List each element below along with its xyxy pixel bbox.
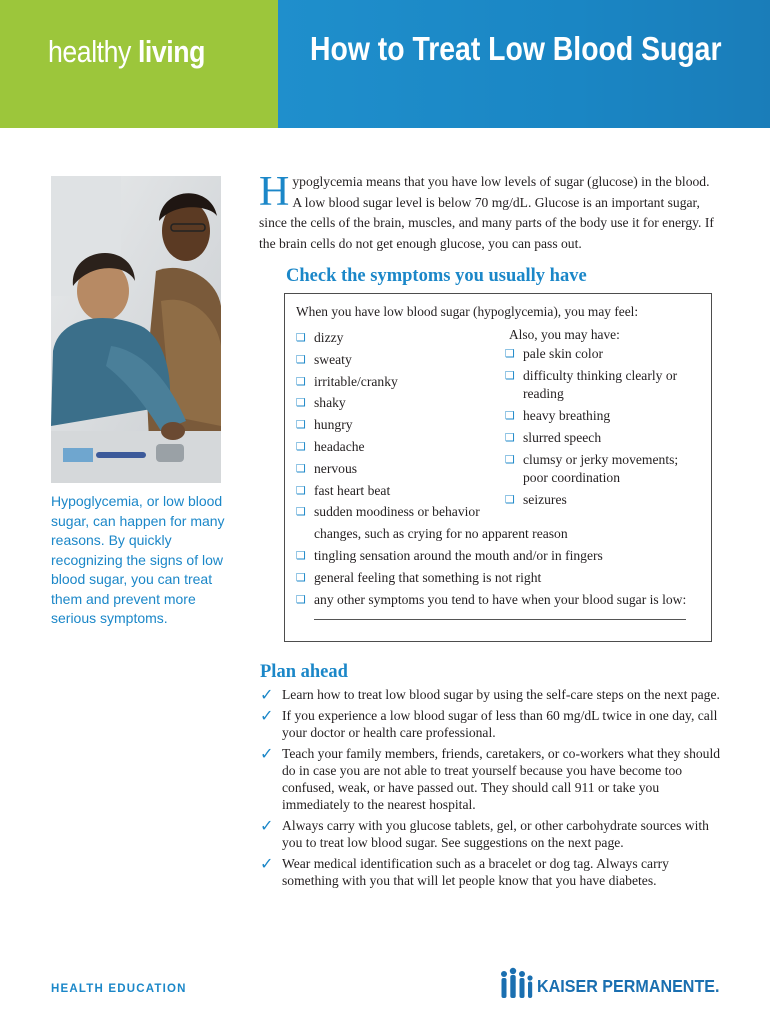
checkbox-icon[interactable]: ❑ <box>296 352 306 366</box>
checkbox-icon[interactable]: ❑ <box>296 461 306 475</box>
checkbox-icon[interactable]: ❑ <box>505 369 515 382</box>
checkbox-icon[interactable]: ❑ <box>296 331 306 344</box>
symptom-item[interactable]: ❑ shaky <box>296 392 686 414</box>
plan-item: ✓ Teach your family members, friends, caretakers, or co-workers what they should do in case you are not able to treat yourself because you have become too confused, weak, or have passed out. They should call 911 or take you immediately to the nearest hospital. <box>260 744 721 812</box>
checkbox-icon[interactable]: ❑ <box>296 396 306 410</box>
checkbox-icon[interactable]: ❑ <box>296 570 306 584</box>
brand-bold: living <box>137 34 205 69</box>
write-in-line[interactable] <box>314 619 686 620</box>
intro-paragraph <box>259 169 719 254</box>
checkmark-icon: ✓ <box>260 685 274 704</box>
symptom-item-continued: changes, such as crying for no apparent reason <box>314 526 568 542</box>
checkbox-icon[interactable]: ❑ <box>505 453 515 466</box>
kp-people-icon <box>497 966 537 1002</box>
symptom-item[interactable]: ❑ hungry <box>296 414 686 436</box>
checkmark-icon: ✓ <box>260 854 274 873</box>
patient-nurse-photo <box>51 176 221 483</box>
plan-item: ✓ Always carry with you glucose tablets, gel, or other carbohydrate sources with you to treat low blood sugar. See suggestions on the next page. <box>260 816 709 850</box>
symptom-item[interactable]: ❑ irritable/cranky <box>296 371 686 393</box>
checkbox-icon[interactable]: ❑ <box>505 431 515 444</box>
symptom-item[interactable]: ❑ pale skin color <box>505 346 604 361</box>
page-title: How to Treat Low Blood Sugar <box>310 30 722 67</box>
symptoms-heading: Check the symptoms you usually have <box>286 266 587 286</box>
checkmark-icon: ✓ <box>260 706 274 725</box>
intro-text: ypoglycemia means that you have low levels of sugar (glucose) in the blood. A low blood sugar level is below 70 mg/dL. Glucose is an important sugar, since the cells of the brain, muscles, and many parts of the body use it for energy. If the brain cells do not get enough glucose, you can pass out. <box>259 174 714 251</box>
photo-caption: Hypoglycemia, or low blood sugar, can happen for many reasons. By quickly recognizing the signs of low blood sugar, you can treat them and prevent more serious symptoms. <box>51 493 225 626</box>
plan-heading: Plan ahead <box>260 662 348 682</box>
checkbox-icon[interactable]: ❑ <box>505 347 515 360</box>
checkbox-icon[interactable]: ❑ <box>296 483 306 497</box>
checkmark-icon: ✓ <box>260 744 274 763</box>
checkbox-icon[interactable]: ❑ <box>505 409 515 422</box>
symptom-item[interactable]: ❑ sudden moodiness or behavior <box>296 501 686 523</box>
symptoms-intro: When you have low blood sugar (hypoglycemia), you may feel: <box>296 304 639 319</box>
symptom-item[interactable]: ❑ any other symptoms you tend to have when your blood sugar is low: <box>296 589 686 611</box>
symptom-item[interactable]: ❑ tingling sensation around the mouth and/or in fingers <box>296 545 686 567</box>
symptom-item[interactable]: ❑ heavy breathing <box>505 408 611 423</box>
symptom-item[interactable]: ❑ general feeling that something is not right <box>296 567 686 589</box>
checkbox-icon[interactable]: ❑ <box>296 439 306 453</box>
plan-item: ✓ Learn how to treat low blood sugar by using the self-care steps on the next page. <box>260 685 720 704</box>
checkbox-icon[interactable]: ❑ <box>296 548 306 562</box>
drop-cap: H <box>259 169 290 215</box>
brand-light: healthy <box>48 34 131 69</box>
symptom-item[interactable]: ❑ difficulty thinking clearly or reading <box>505 368 678 401</box>
symptom-item[interactable]: ❑ dizzy <box>296 327 686 349</box>
checkbox-icon[interactable]: ❑ <box>296 505 306 519</box>
plan-list <box>260 686 726 893</box>
symptom-item[interactable]: ❑ nervous <box>296 458 686 480</box>
health-education-label: HEALTH EDUCATION <box>51 983 187 995</box>
brand-name <box>48 34 205 70</box>
symptom-item[interactable]: ❑ fast heart beat <box>296 480 686 502</box>
symptom-item[interactable]: ❑ slurred speech <box>505 430 602 445</box>
symptoms-column-2-heading: Also, you may have: <box>509 327 620 342</box>
symptom-item[interactable]: ❑ clumsy or jerky movements; poor coordination <box>505 452 679 485</box>
symptom-item[interactable]: ❑ seizures <box>505 492 567 507</box>
checkbox-icon[interactable]: ❑ <box>296 418 306 432</box>
plan-item: ✓ Wear medical identification such as a bracelet or dog tag. Always carry something with you that will let people know that you have diabetes. <box>260 854 669 888</box>
checkbox-icon[interactable]: ❑ <box>296 374 306 388</box>
checkmark-icon: ✓ <box>260 816 274 835</box>
checkbox-icon[interactable]: ❑ <box>296 592 306 606</box>
plan-item: ✓ If you experience a low blood sugar of less than 60 mg/dL twice in one day, call your doctor or health care professional. <box>260 706 718 740</box>
symptoms-column-2 <box>505 345 678 513</box>
symptom-item[interactable]: ❑ sweaty <box>296 349 686 371</box>
checkbox-icon[interactable]: ❑ <box>505 493 515 506</box>
kaiser-permanente-wordmark: KAISER PERMANENTE. <box>537 976 720 996</box>
symptom-item[interactable]: ❑ headache <box>296 436 686 458</box>
